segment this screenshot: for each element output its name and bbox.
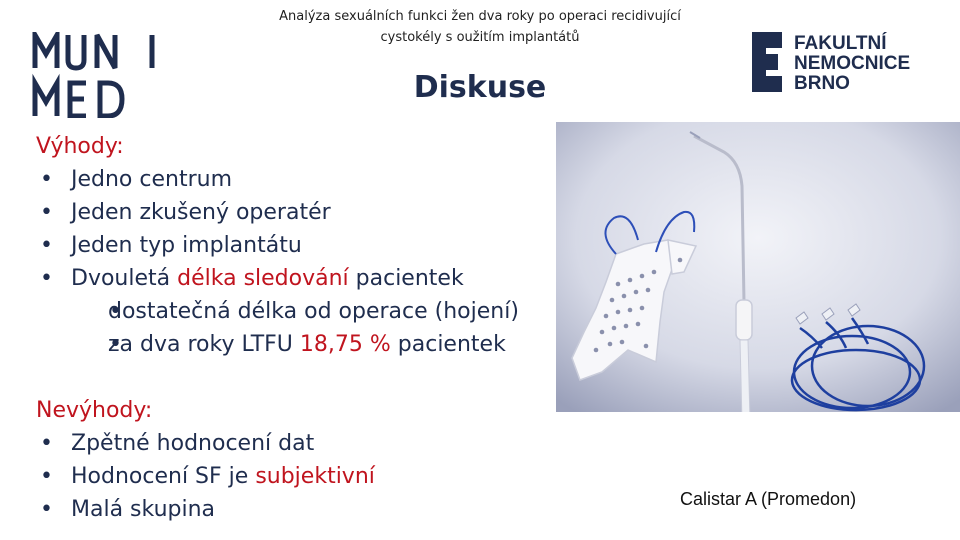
pros-subitem-highlight: 18,75 %: [299, 332, 391, 357]
pros-subitem-text: pacientek: [390, 332, 506, 357]
pros-subitem: • dostatečná délka od operace (hojení): [71, 295, 556, 328]
cons-item: [36, 460, 556, 493]
implant-photo: [556, 122, 960, 412]
content-body: [36, 130, 556, 526]
cons-item-highlight: subjektivní: [255, 464, 375, 489]
pros-item-text: Dvouletá: [71, 266, 178, 291]
pros-list: [36, 163, 556, 361]
muni-med-logo: [32, 32, 158, 118]
pros-item: • Jeden typ implantátu: [36, 229, 556, 262]
logo-text-3: BRNO: [794, 73, 850, 94]
pros-subitem-text: za dva roky LTFU: [108, 332, 300, 357]
pros-subitem: [71, 328, 556, 361]
cons-item: • Malá skupina: [36, 493, 556, 526]
pros-sublist: [71, 295, 556, 361]
slide-heading: Diskuse: [413, 70, 547, 105]
logo-text-1: FAKULTNÍ: [794, 33, 887, 54]
pros-item: • Jeden zkušený operatér: [36, 196, 556, 229]
cons-title: Nevýhody:: [36, 398, 153, 423]
pros-item-highlight: délka sledování: [177, 266, 349, 291]
cons-item: • Zpětné hodnocení dat: [36, 427, 556, 460]
cons-item-text: Hodnocení SF je: [71, 464, 256, 489]
pros-item: • Jedno centrum: [36, 163, 556, 196]
fnbrno-logo: [752, 32, 932, 94]
cons-list: [36, 427, 556, 526]
presentation-title: [250, 6, 710, 48]
pros-item-text: pacientek: [348, 266, 464, 291]
pros-title: Výhody:: [36, 134, 124, 159]
logo-text-2: NEMOCNICE: [794, 53, 911, 74]
figure-caption: Calistar A (Promedon): [680, 489, 857, 509]
title-line-2: cystokély s oužitím implantátů: [380, 30, 580, 45]
pros-item: [36, 262, 556, 361]
title-line-1: Analýza sexuálních funkci žen dva roky po operaci recidivující: [279, 9, 681, 24]
